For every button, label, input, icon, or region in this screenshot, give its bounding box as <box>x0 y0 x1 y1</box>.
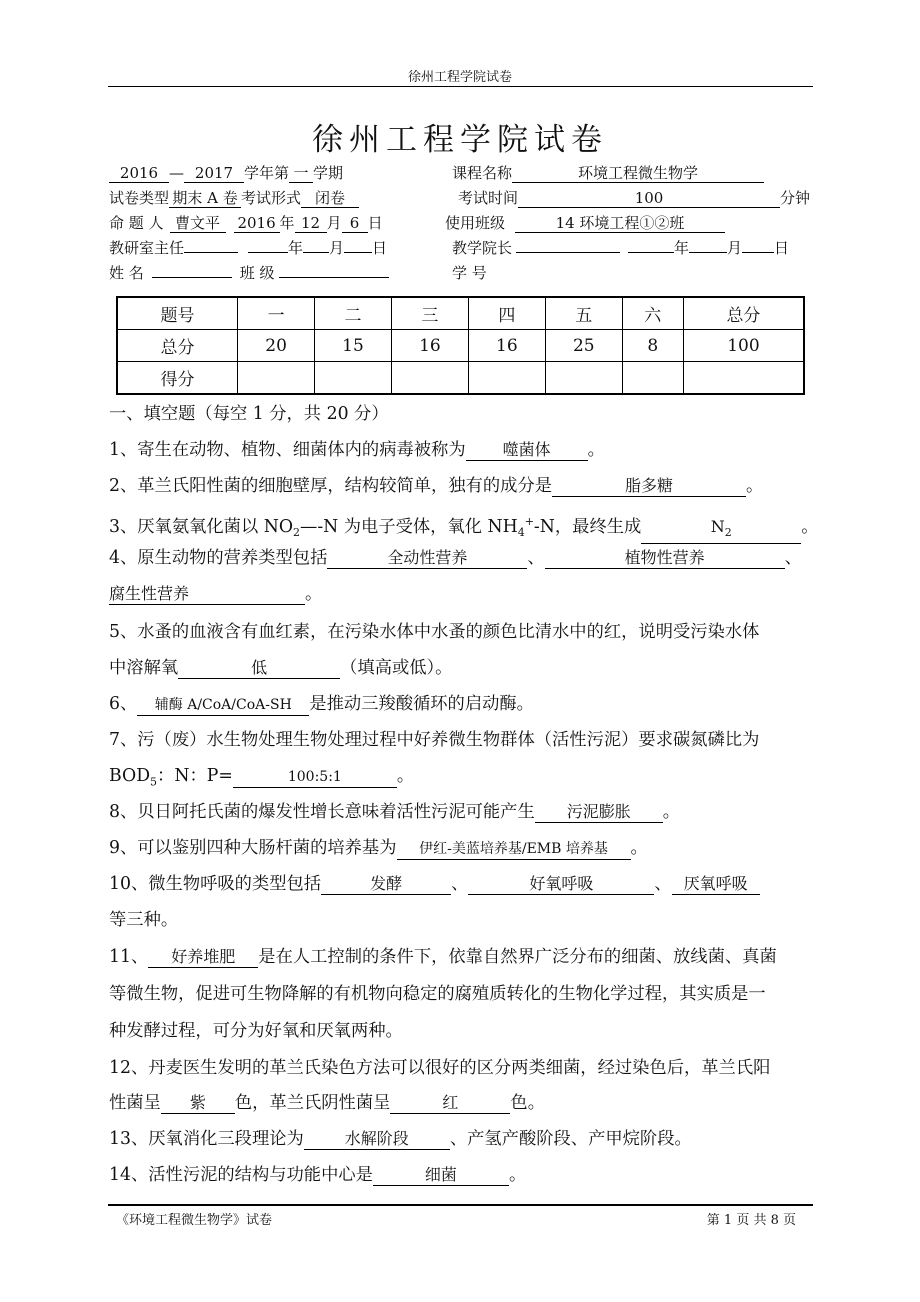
info-dean-line <box>452 236 789 260</box>
question-text: 。 <box>630 838 648 858</box>
question-11-line3: 种发酵过程，可分为好氧和厌氧两种。 <box>109 1021 403 1041</box>
exam-form-label: 考试形式 <box>241 189 302 207</box>
question-5: 5、水蚤的血液含有血红素，在污染水体中水蚤的颜色比清水中的红，说明受污染水体 <box>109 622 760 642</box>
director-label: 教研室主任 <box>109 239 185 257</box>
answer-10b: 好氧呼吸 <box>468 874 654 895</box>
paper-type: 期末 A 卷 <box>169 189 241 208</box>
answer-2: 脂多糖 <box>552 476 746 497</box>
answer-12b: 红 <box>390 1093 510 1114</box>
question-text: 1、寄生在动物、植物、细菌体内的病毒被称为 <box>109 440 466 460</box>
answer-11: 好养堆肥 <box>148 947 258 968</box>
question-text: 、 <box>654 874 672 894</box>
subscript: 5 <box>150 775 158 789</box>
answer-13: 水解阶段 <box>304 1129 450 1150</box>
question-9 <box>109 830 815 866</box>
month-char: 月 <box>326 214 342 232</box>
subscript: 2 <box>293 526 301 540</box>
table-cell: 二 <box>315 297 392 330</box>
footer-course: 《环境工程微生物学》试卷 <box>116 1213 273 1228</box>
score-points-row <box>117 330 804 362</box>
question-text: ：N：P= <box>157 766 233 786</box>
student-id-label: 学 号 <box>452 264 487 282</box>
question-text: —-N 为电子受体，氧化 NH <box>300 516 518 537</box>
table-cell <box>622 362 683 395</box>
question-text: 。 <box>508 1165 527 1185</box>
question-text: 8、贝日阿托氏菌的爆发性增长意味着活性污泥可能产生 <box>109 802 535 822</box>
question-text: 是在人工控制的条件下，依靠自然界广泛分布的细菌、放线菌、真菌 <box>258 947 777 967</box>
exam-form: 闭卷 <box>301 189 359 208</box>
answer-7: 100:5:1 <box>233 767 397 788</box>
info-type-line <box>109 186 359 210</box>
info-term-line <box>109 161 343 185</box>
director-day-field <box>344 252 372 253</box>
answer-4a: 全动性营养 <box>327 548 527 569</box>
name-label: 姓 名 <box>109 264 144 282</box>
table-cell: 16 <box>468 330 545 362</box>
director-month-field <box>303 252 329 253</box>
dean-label: 教学院长 <box>452 239 513 257</box>
question-12-line2 <box>109 1085 815 1121</box>
question-11-line2: 等微生物，促进可生物降解的有机物向稳定的腐殖质转化的生物化学过程，其实质是一 <box>109 984 766 1004</box>
question-1 <box>109 432 815 468</box>
dean-field <box>516 252 620 253</box>
author-month: 12 <box>295 214 327 233</box>
question-text: 、 <box>784 548 802 568</box>
answer-10c: 厌氧呼吸 <box>672 874 760 895</box>
year-char: 年 <box>279 214 295 232</box>
table-cell: 五 <box>545 297 622 330</box>
question-6 <box>109 686 815 722</box>
question-text: 。 <box>746 476 764 496</box>
answer-8: 污泥膨胀 <box>535 802 663 823</box>
table-cell <box>391 362 468 395</box>
question-12: 12、丹麦医生发明的革兰氏染色方法可以很好的区分两类细菌，经过染色后，革兰氏阳 <box>109 1058 771 1078</box>
dean-day-field <box>742 252 774 253</box>
question-text: 9、可以鉴别四种大肠杆菌的培养基为 <box>109 838 397 858</box>
question-text: 10、微生物呼吸的类型包括 <box>109 874 322 894</box>
running-header: 徐州工程学院试卷 <box>407 70 512 85</box>
question-text: 。 <box>587 440 605 460</box>
question-2 <box>109 468 815 504</box>
question-text: 11、 <box>109 947 149 967</box>
question-text: 是推动三羧酸循环的启动酶。 <box>309 694 534 714</box>
answer-10a: 发酵 <box>321 874 451 895</box>
score-earned-row <box>117 362 804 395</box>
question-text: -N，最终生成 <box>533 516 642 537</box>
answer-12a: 紫 <box>161 1093 235 1114</box>
answer-4c: 腐生性营养 <box>109 584 305 605</box>
table-cell: 20 <box>238 330 315 362</box>
table-cell: 总分 <box>683 297 804 330</box>
exam-time-unit: 分钟 <box>780 189 811 207</box>
score-header-row <box>117 297 804 330</box>
table-cell <box>545 362 622 395</box>
table-cell: 25 <box>545 330 622 362</box>
exam-time: 100 <box>518 189 780 208</box>
answer-1: 噬菌体 <box>466 440 588 461</box>
subscript: 2 <box>724 525 732 539</box>
info-id-line <box>452 261 487 285</box>
question-13 <box>109 1121 815 1157</box>
table-cell <box>315 362 392 395</box>
question-10 <box>109 866 815 902</box>
question-text: 、产氢产酸阶段、产甲烷阶段。 <box>449 1129 692 1149</box>
question-text: （填高或低）。 <box>340 658 453 678</box>
course-name: 环境工程微生物学 <box>512 164 764 183</box>
question-text: 色。 <box>510 1093 545 1113</box>
question-11 <box>109 939 815 975</box>
question-text: 6、 <box>109 694 138 714</box>
section-heading: 一、填空题（每空 1 分，共 20 分） <box>109 404 389 424</box>
class-label: 使用班级 <box>445 214 506 232</box>
question-text: 、 <box>451 874 469 894</box>
info-course-line <box>452 161 764 185</box>
subscript: 4 <box>517 526 525 540</box>
table-cell: 8 <box>622 330 683 362</box>
info-director-line <box>109 236 387 260</box>
question-text: 4、原生动物的营养类型包括 <box>109 548 328 568</box>
table-cell: 三 <box>391 297 468 330</box>
question-5-line2 <box>109 650 815 686</box>
month-char-2: 月 <box>329 239 345 257</box>
question-text: 13、厌氧消化三段理论为 <box>109 1129 304 1149</box>
answer-14: 细菌 <box>373 1165 509 1186</box>
course-label: 课程名称 <box>452 164 513 182</box>
info-class-line <box>445 211 725 235</box>
question-14 <box>109 1157 815 1193</box>
question-10-line2: 等三种。 <box>109 910 179 930</box>
footer-rule <box>108 1204 813 1206</box>
table-cell: 题号 <box>117 297 238 330</box>
question-text: 。 <box>396 766 415 786</box>
answer-9: 伊红-美蓝培养基/EMB 培养基 <box>397 839 631 860</box>
year-char-3: 年 <box>674 239 690 257</box>
director-field <box>184 252 238 253</box>
question-text: 。 <box>801 516 819 537</box>
table-cell: 100 <box>683 330 804 362</box>
question-text: 中溶解氧 <box>109 658 179 678</box>
table-cell: 六 <box>622 297 683 330</box>
author-year: 2016 <box>234 214 280 233</box>
question-text: 、 <box>527 548 545 568</box>
question-text: 性菌呈 <box>109 1093 161 1113</box>
header-rule <box>108 86 813 87</box>
table-cell: 四 <box>468 297 545 330</box>
answer-5: 低 <box>178 658 340 679</box>
day-char: 日 <box>367 214 383 232</box>
answer-text: N <box>710 516 725 536</box>
group-field <box>279 277 389 278</box>
table-cell: 15 <box>315 330 392 362</box>
year-unit: 学年第 <box>244 164 290 182</box>
paper-type-label: 试卷类型 <box>109 189 170 207</box>
group-label: 班 级 <box>239 264 275 282</box>
table-cell: 一 <box>238 297 315 330</box>
year-end: 2017 <box>184 164 244 183</box>
question-text: BOD <box>109 766 151 786</box>
dash: — <box>169 164 184 182</box>
question-4 <box>109 540 815 576</box>
month-char-3: 月 <box>727 239 743 257</box>
author-label: 命 题 人 <box>109 214 164 232</box>
term: 一 <box>289 164 313 183</box>
author-day: 6 <box>342 214 368 233</box>
question-4-line2 <box>109 576 815 612</box>
question-8 <box>109 794 815 830</box>
table-cell <box>238 362 315 395</box>
day-char-2: 日 <box>372 239 388 257</box>
question-text: 2、革兰氏阳性菌的细胞壁厚，结构较简单，独有的成分是 <box>109 476 553 496</box>
superscript: + <box>524 515 534 528</box>
question-text: 3、厌氧氨氧化菌以 NO <box>109 516 294 537</box>
table-cell <box>468 362 545 395</box>
info-name-line <box>109 261 389 285</box>
dean-year-field <box>628 252 674 253</box>
question-text: 。 <box>662 802 681 822</box>
answer-6: 辅酶 A/CoA/CoA-SH <box>137 695 309 716</box>
answer-4b: 植物性营养 <box>545 548 785 569</box>
class: 14 环境工程①②班 <box>515 214 725 233</box>
score-table <box>116 296 805 395</box>
year-char-2: 年 <box>288 239 304 257</box>
table-cell: 得分 <box>117 362 238 395</box>
exam-time-label: 考试时间 <box>458 189 519 207</box>
table-cell <box>683 362 804 395</box>
footer-page-number: 第 1 页 共 8 页 <box>706 1213 796 1228</box>
question-text: 。 <box>305 584 323 604</box>
question-text: 色，革兰氏阴性菌呈 <box>234 1093 391 1113</box>
table-cell: 总分 <box>117 330 238 362</box>
name-field <box>152 277 232 278</box>
dean-month-field <box>689 252 727 253</box>
info-time-line <box>458 186 810 210</box>
info-author-line <box>109 211 383 235</box>
page-title: 徐州工程学院试卷 <box>312 122 608 158</box>
day-char-3: 日 <box>774 239 790 257</box>
term-unit: 学期 <box>313 164 344 182</box>
director-year-field <box>248 252 288 253</box>
author: 曹文平 <box>170 214 226 233</box>
year-start: 2016 <box>109 164 169 183</box>
table-cell: 16 <box>391 330 468 362</box>
question-7: 7、污（废）水生物处理生物处理过程中好养微生物群体（活性污泥）要求碳氮磷比为 <box>109 730 760 750</box>
question-text: 14、活性污泥的结构与功能中心是 <box>109 1165 373 1185</box>
